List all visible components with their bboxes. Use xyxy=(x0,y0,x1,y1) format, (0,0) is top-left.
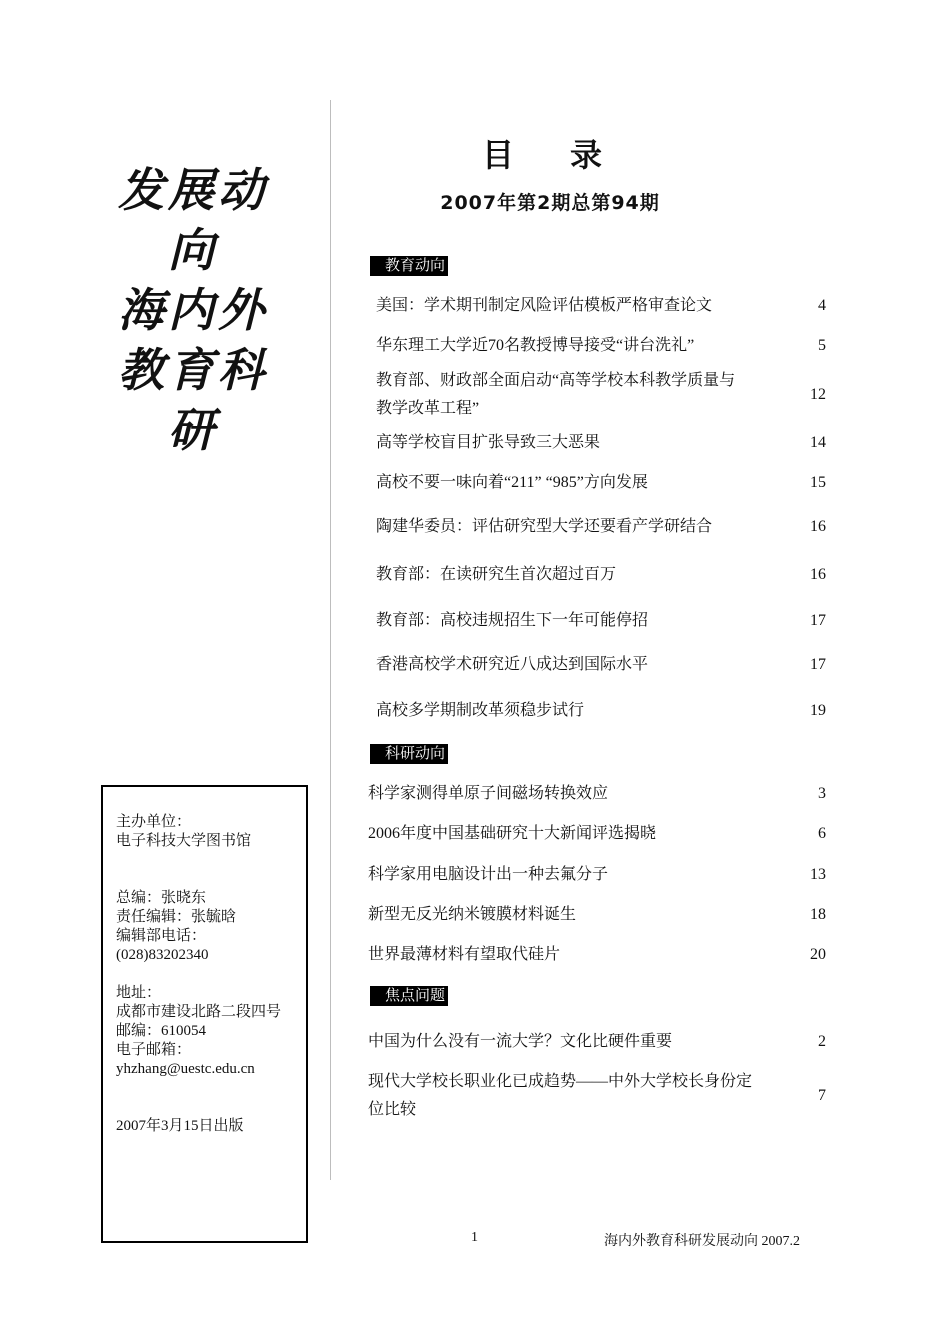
entry-page: 16 xyxy=(810,518,826,535)
entry-title: 香港高校学术研究近八成达到国际水平 xyxy=(376,656,649,673)
entry-page: 18 xyxy=(810,906,826,923)
entry-title: 世界最薄材料有望取代硅片 xyxy=(368,946,561,963)
entry-title: 教育部：高校违规招生下一年可能停招 xyxy=(376,612,649,629)
entry-page: 3 xyxy=(818,785,826,802)
entry-page: 12 xyxy=(810,386,826,403)
entry-page: 16 xyxy=(810,566,826,583)
entry-title: 教育部、财政部全面启动“高等学校本科教学质量与 xyxy=(376,372,736,389)
entry-title: 高校不要一味向着“211” “985”方向发展 xyxy=(376,474,648,491)
entry-title: 陶建华委员：评估研究型大学还要看产学研结合 xyxy=(376,518,713,535)
entry-page: 4 xyxy=(818,297,826,314)
entry-page: 15 xyxy=(810,474,826,491)
entry-page: 20 xyxy=(810,946,826,963)
entry-title: 教育部：在读研究生首次超过百万 xyxy=(376,566,617,583)
masthead-line: 教育科 xyxy=(118,343,268,397)
managing-editor: 责任编辑：张毓晗 xyxy=(116,909,237,925)
email[interactable]: yhzhang@uestc.edu.cn xyxy=(116,1061,255,1077)
entry-page: 6 xyxy=(818,825,826,842)
postcode: 邮编：610054 xyxy=(116,1023,207,1039)
sponsor: 电子科技大学图书馆 xyxy=(116,833,252,849)
sponsor-label: 主办单位： xyxy=(116,814,192,830)
entry-title: 美国：学术期刊制定风险评估模板严格审查论文 xyxy=(376,297,713,314)
entry-title: 科学家测得单原子间磁场转换效应 xyxy=(368,785,609,802)
entry-page: 7 xyxy=(818,1087,826,1104)
masthead-line: 发展动 xyxy=(118,163,268,217)
publish-date: 2007年3月15日出版 xyxy=(116,1118,244,1134)
entry-page: 17 xyxy=(810,656,826,673)
entry-title: 高等学校盲目扩张导致三大恶果 xyxy=(376,434,601,451)
entry-page: 17 xyxy=(810,612,826,629)
entry-title: 科学家用电脑设计出一种去氟分子 xyxy=(368,866,609,883)
page-number: 1 xyxy=(471,1230,478,1245)
entry-page: 2 xyxy=(818,1033,826,1050)
toc-title: 目录 xyxy=(481,136,658,174)
entry-title: 现代大学校长职业化已成趋势——中外大学校长身份定 xyxy=(368,1073,753,1090)
journal-masthead xyxy=(104,160,282,460)
address-label: 地址： xyxy=(116,985,162,1001)
masthead-line: 向 xyxy=(168,223,218,277)
entry-title: 2006年度中国基础研究十大新闻评选揭晓 xyxy=(368,825,657,842)
entry-title-cont: 位比较 xyxy=(368,1101,417,1118)
entry-title: 新型无反光纳米镀膜材料诞生 xyxy=(368,906,577,923)
masthead-line: 海内外 xyxy=(118,283,268,337)
entry-page: 14 xyxy=(810,434,826,451)
column-divider xyxy=(330,100,331,1180)
entry-title: 高校多学期制改革须稳步试行 xyxy=(376,702,585,719)
entry-page: 13 xyxy=(810,866,826,883)
entry-title: 中国为什么没有一流大学？文化比硬件重要 xyxy=(368,1033,673,1050)
address: 成都市建设北路二段四号 xyxy=(116,1004,282,1020)
entry-title: 华东理工大学近70名教授博导接受“讲台洗礼” xyxy=(376,337,695,354)
masthead-line: 研 xyxy=(168,403,218,457)
phone-label: 编辑部电话： xyxy=(116,928,207,944)
section-header-research: 科研动向 xyxy=(370,744,448,764)
section-header-education: 教育动向 xyxy=(370,256,448,276)
entry-page: 5 xyxy=(818,337,826,354)
publisher-info-box xyxy=(101,785,308,1243)
toc-entry[interactable] xyxy=(376,367,826,423)
issue-number: 2007年第2期总第94期 xyxy=(440,192,660,214)
phone: (028)83202340 xyxy=(116,947,209,963)
toc-entry[interactable] xyxy=(368,1068,826,1124)
email-label: 电子邮箱： xyxy=(116,1042,192,1058)
entry-title-cont: 教学改革工程” xyxy=(376,400,480,417)
section-header-focus: 焦点问题 xyxy=(370,986,448,1006)
running-footer: 海内外教育科研发展动向 2007.2 xyxy=(604,1234,800,1249)
chief-editor: 总编：张晓东 xyxy=(116,890,207,906)
entry-page: 19 xyxy=(810,702,826,719)
